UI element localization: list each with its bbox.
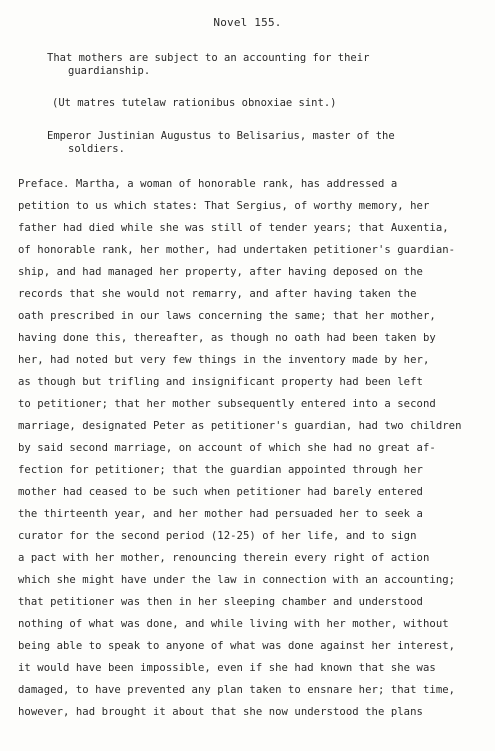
body-line: petition to us which states: That Sergius, of worthy memory, her — [18, 200, 430, 212]
heading-line-2: guardianship. — [68, 65, 151, 77]
body-line: to petitioner; that her mother subsequently entered into a second — [18, 398, 436, 410]
body-line: that petitioner was then in her sleeping chamber and understood — [18, 596, 423, 608]
document-title: Novel 155. — [213, 16, 282, 29]
body-line: Preface. Martha, a woman of honorable rank, has addressed a — [18, 178, 398, 190]
body-line: curator for the second period (12-25) of her life, and to sign — [18, 530, 417, 542]
body-line: oath prescribed in our laws concerning the same; that her mother, — [18, 310, 436, 322]
body-line: having done this, thereafter, as though no oath had been taken by — [18, 332, 436, 344]
body-line: nothing of what was done, and while living with her mother, without — [18, 618, 449, 630]
body-line: the thirteenth year, and her mother had persuaded her to seek a — [18, 508, 423, 520]
body-line: fection for petitioner; that the guardian appointed through her — [18, 464, 423, 476]
body-line: father had died while she was still of tender years; that Auxentia, — [18, 222, 449, 234]
body-line: by said second marriage, on account of which she had no great af- — [18, 442, 436, 454]
body-line: records that she would not remarry, and after having taken the — [18, 288, 417, 300]
body-line: a pact with her mother, renouncing therein every right of action — [18, 552, 430, 564]
heading-line-1: That mothers are subject to an accounting for their — [47, 52, 370, 64]
body-line: her, had noted but very few things in the inventory made by her, — [18, 354, 430, 366]
body-line: mother had ceased to be such when petitioner had barely entered — [18, 486, 423, 498]
latin-title: (Ut matres tutelaw rationibus obnoxiae sint.) — [52, 97, 337, 109]
address-line-2: soldiers. — [68, 143, 125, 155]
body-line: however, had brought it about that she now understood the plans — [18, 706, 423, 718]
body-line: marriage, designated Peter as petitioner's guardian, had two children — [18, 420, 462, 432]
body-line: of honorable rank, her mother, had undertaken petitioner's guardian- — [18, 244, 456, 256]
address-line-1: Emperor Justinian Augustus to Belisarius, master of the — [47, 130, 395, 142]
body-line: it would have been impossible, even if she had known that she was — [18, 662, 436, 674]
body-line: which she might have under the law in connection with an accounting; — [18, 574, 456, 586]
body-line: damaged, to have prevented any plan taken to ensnare her; that time, — [18, 684, 456, 696]
body-line: ship, and had managed her property, after having deposed on the — [18, 266, 423, 278]
body-line: as though but trifling and insignificant property had been left — [18, 376, 423, 388]
body-line: being able to speak to anyone of what was done against her interest, — [18, 640, 456, 652]
